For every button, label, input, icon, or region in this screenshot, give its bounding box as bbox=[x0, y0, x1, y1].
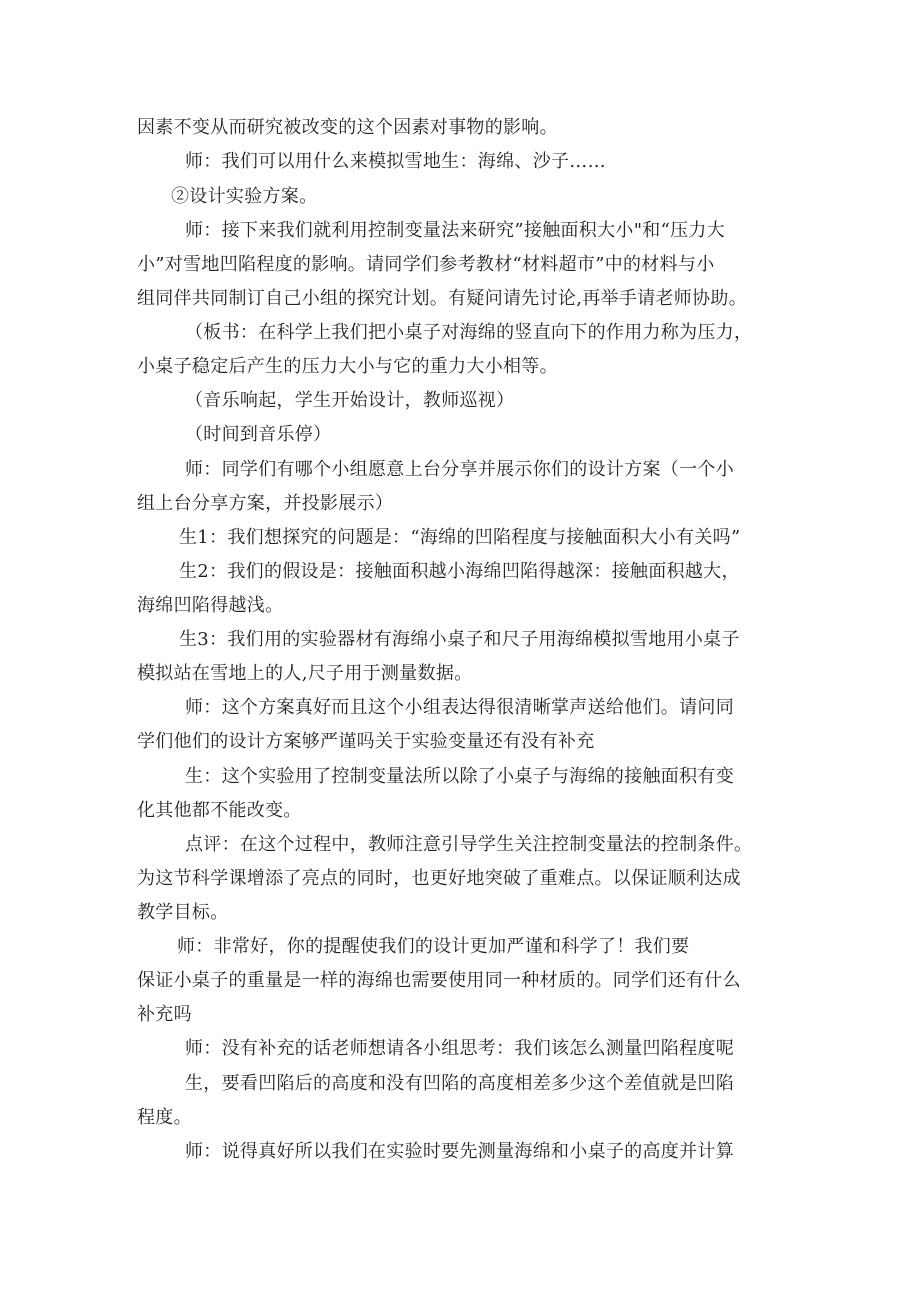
text-line: ②设计实验方案。 bbox=[171, 186, 318, 207]
text-line: 师：我们可以用什么来模拟雪地生：海绵、沙子…… bbox=[185, 151, 606, 172]
text-line: 师：没有补充的话老师想请各小组思考：我们该怎么测量凹陷程度呢 bbox=[185, 1038, 734, 1059]
text-line: 生2：我们的假设是：接触面积越小海绵凹陷得越深：接触面积越大， bbox=[179, 561, 740, 582]
text-line: （音乐响起，学生开始设计，教师巡视） bbox=[185, 390, 515, 411]
text-line: 小桌子稳定后产生的压力大小与它的重力大小相等。 bbox=[137, 356, 558, 377]
text-line: 因素不变从而研究被改变的这个因素对事物的影响。 bbox=[137, 117, 558, 138]
text-line: 师：非常好，你的提醒使我们的设计更加严谨和科学了！我们要 bbox=[177, 936, 690, 957]
text-line: 补充吗 bbox=[137, 1004, 192, 1025]
text-line: （时间到音乐停） bbox=[185, 424, 332, 445]
text-line: 生3：我们用的实验器材有海绵小桌子和尺子用海绵模拟雪地用小桌子 bbox=[179, 629, 740, 650]
text-line: 海绵凹陷得越浅。 bbox=[137, 595, 284, 616]
text-line: 点评：在这个过程中，教师注意引导学生关注控制变量法的控制条件。 bbox=[185, 834, 753, 855]
text-line: 保证小桌子的重量是一样的海绵也需要使用同一种材质的。同学们还有什么 bbox=[137, 970, 741, 991]
text-line: 化其他都不能改变。 bbox=[137, 800, 302, 821]
text-line: 生1：我们想探究的问题是：“海绵的凹陷程度与接触面积大小有关吗” bbox=[179, 527, 741, 548]
text-line: 生，要看凹陷后的高度和没有凹陷的高度相差多少这个差值就是凹陷 bbox=[185, 1073, 734, 1094]
text-line: 程度。 bbox=[137, 1107, 192, 1128]
text-line: 师：接下来我们就利用控制变量法来研究”接触面积大小"和“压力大 bbox=[185, 220, 725, 241]
text-line: 为这节科学课增添了亮点的同时，也更好地突破了重难点。以保证顺利达成 bbox=[137, 868, 741, 889]
text-line: 学们他们的设计方案够严谨吗关于实验变量还有没有补充 bbox=[137, 731, 595, 752]
text-line: 生：这个实验用了控制变量法所以除了小桌子与海绵的接触面积有变 bbox=[185, 766, 734, 787]
text-line: 师：说得真好所以我们在实验时要先测量海绵和小桌子的高度并计算 bbox=[185, 1141, 734, 1162]
text-line: 小”对雪地凹陷程度的影响。请同学们参考教材“材料超市”中的材料与小 bbox=[137, 254, 715, 275]
text-line: 师：同学们有哪个小组愿意上台分享并展示你们的设计方案（一个小 bbox=[185, 459, 734, 480]
text-line: 师：这个方案真好而且这个小组表达得很清晰掌声送给他们。请问同 bbox=[185, 697, 734, 718]
text-line: 组上台分享方案，并投影展示） bbox=[137, 493, 394, 514]
text-line: （板书：在科学上我们把小桌子对海绵的竖直向下的作用力称为压力， bbox=[185, 322, 753, 343]
text-line: 教学目标。 bbox=[137, 902, 229, 923]
text-line: 组同伴共同制订自己小组的探究计划。有疑问请先讨论,再举手请老师协助。 bbox=[137, 288, 747, 309]
text-line: 模拟站在雪地上的人,尺子用于测量数据。 bbox=[137, 663, 473, 684]
